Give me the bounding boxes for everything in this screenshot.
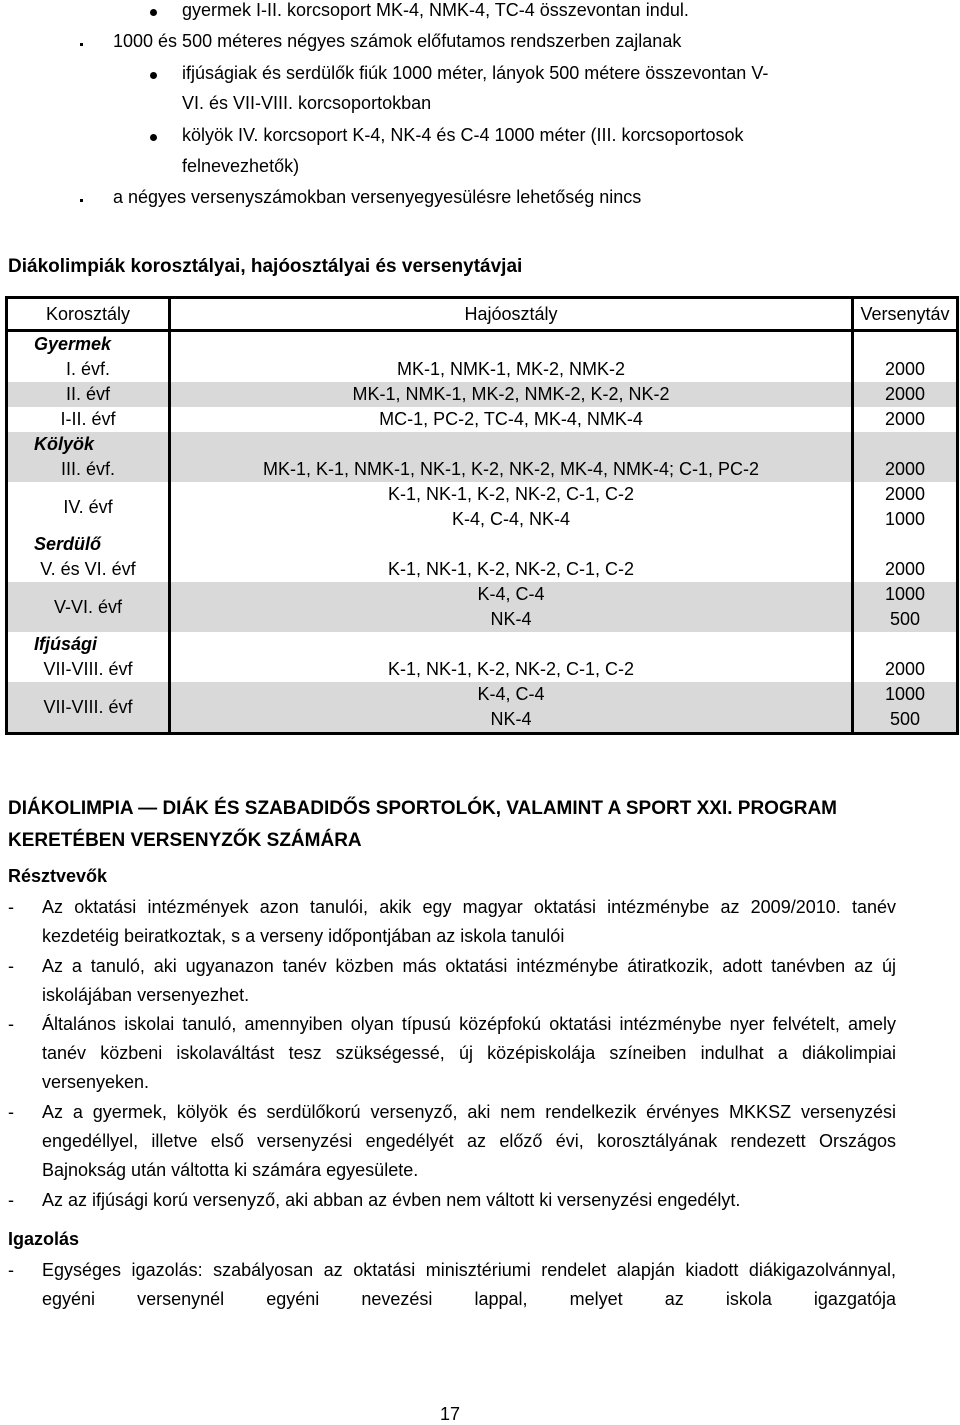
category-row (7, 432, 958, 457)
distance-cell: 2000 (884, 409, 926, 429)
table-row (7, 682, 958, 707)
distance-cell: 2000 (853, 382, 958, 407)
list-item (8, 1256, 896, 1314)
boats-cell: MK-1, K-1, NMK-1, NK-1, K-2, NK-2, MK-4, NMK-4; C-1, PC-2 (170, 457, 853, 482)
header-hajoosztaly: Hajóosztály (170, 298, 853, 331)
age-cell: VII-VIII. évf (43, 659, 133, 679)
list-item-text: Egységes igazolás: szabályosan az oktatási minisztériumi rendelet alapján kiadott diákigazolvánnyal, egyéni versenynél egyéni nevezési lappal, melyet az iskola igazgatója (42, 1260, 896, 1309)
distance-cell: 2000 (884, 659, 926, 679)
boats-cell: MK-1, NMK-1, MK-2, NMK-2 (170, 357, 853, 382)
age-cell: I. évf. (65, 359, 110, 379)
list-item-text: Az a tanuló, aki ugyanazon tanév közben más oktatási intézménybe átiratkozik, adott tanévben az új iskolájában versenyezhet. (42, 956, 896, 1005)
age-cell: V-VI. évf (53, 596, 123, 617)
table-row (7, 407, 958, 432)
distance-cell: 2000 (884, 359, 926, 379)
intro-line: gyermek I-II. korcsoport MK-4, NMK-4, TC-4 összevontan indul. (182, 0, 689, 20)
intro-line: a négyes versenyszámokban versenyegyesülésre lehetőség nincs (113, 187, 642, 207)
section-title: Diákolimpiák korosztályai, hajóosztályai és versenytávjai (8, 256, 523, 277)
list-item-text: Az oktatási intézmények azon tanulói, akik egy magyar oktatási intézménybe az 2009/2010. tanév kezdetéig beiratkoztak, s a verseny időpontjában az iskola tanulói (42, 897, 896, 946)
distance-cell: 1000 (853, 682, 958, 707)
boats-cell: K-4, C-4 (170, 682, 853, 707)
subheading-igazolas: Igazolás (8, 1229, 80, 1249)
category-row (7, 632, 958, 657)
distance-cell: 2000 (884, 484, 926, 504)
table-row (7, 582, 958, 607)
dash-marker: - (8, 1102, 14, 1122)
category-row (7, 532, 958, 557)
boats-cell: NK-4 (170, 607, 853, 632)
distance-cell: 500 (853, 707, 958, 734)
intro-line: VI. és VII-VIII. korcsoportokban (182, 93, 432, 113)
table-row (7, 382, 958, 407)
age-class-table (5, 296, 959, 735)
page-number: 17 (440, 1404, 461, 1424)
intro-line: 1000 és 500 méteres négyes számok előfutamos rendszerben zajlanak (113, 31, 682, 51)
dash-marker: - (8, 1260, 14, 1280)
intro-line: kölyök IV. korcsoport K-4, NK-4 és C-4 1000 méter (III. korcsoportosok (182, 125, 744, 145)
distance-cell: 2000 (884, 559, 926, 579)
age-cell: II. évf (65, 384, 110, 404)
boats-cell: K-1, NK-1, K-2, NK-2, C-1, C-2 (170, 557, 853, 582)
age-cell: IV. évf (63, 496, 113, 517)
bullet-small (80, 43, 83, 46)
section-heading: DIÁKOLIMPIA — DIÁK ÉS SZABADIDŐS SPORTOLÓK, VALAMINT A SPORT XXI. PROGRAM KERETÉBEN VERSENYZŐK SZÁMÁRA (8, 798, 837, 851)
bullet-dot (150, 9, 157, 16)
distance-cell: 2000 (853, 457, 958, 482)
subheading-resztvevok: Résztvevők (8, 866, 108, 886)
category-label: Serdülő (7, 532, 170, 557)
list-item (8, 893, 896, 951)
dash-marker: - (8, 1190, 14, 1210)
boats-cell: K-4, C-4, NK-4 (170, 507, 853, 532)
category-label: Ifjúsági (7, 632, 170, 657)
age-cell: VII-VIII. évf (43, 696, 133, 717)
intro-line: felnevezhetők) (182, 156, 300, 176)
boats-cell: K-4, C-4 (170, 582, 853, 607)
category-label: Kölyök (7, 432, 170, 457)
boats-cell: K-1, NK-1, K-2, NK-2, C-1, C-2 (170, 657, 853, 682)
age-cell: III. évf. (60, 459, 116, 479)
boats-cell: NK-4 (170, 707, 853, 734)
list-item-text: Általános iskolai tanuló, amennyiben olyan típusú középfokú oktatási intézménybe nyer felvételt, amely tanév közbeni iskolaváltást tesz szükségessé, új középiskolája színeiben indulhat a diákolimpiai versenyeken. (42, 1014, 896, 1092)
list-item-text: Az az ifjúsági korú versenyző, aki abban az évben nem váltott ki versenyzési engedélyt. (42, 1190, 741, 1210)
header-korosztaly: Korosztály (7, 298, 170, 331)
distance-cell: 1000 (884, 509, 926, 529)
boats-cell: MC-1, PC-2, TC-4, MK-4, NMK-4 (170, 407, 853, 432)
category-label: Gyermek (7, 331, 170, 358)
list-item (8, 1010, 896, 1097)
table-row (7, 482, 958, 507)
dash-marker: - (8, 1014, 14, 1034)
table-row (7, 357, 958, 382)
distance-cell: 1000 (853, 582, 958, 607)
dash-marker: - (8, 956, 14, 976)
bullet-dot (150, 72, 157, 79)
category-row (7, 331, 958, 358)
list-item (8, 1186, 896, 1215)
table-row (7, 457, 958, 482)
table-header-row (7, 298, 958, 331)
distance-cell: 500 (853, 607, 958, 632)
list-item-text: Az a gyermek, kölyök és serdülőkorú versenyző, aki nem rendelkezik érvényes MKKSZ versenyzési engedéllyel, illetve első versenyzési engedélyét az előző évi, korosztályának rendezett Országos Bajnokság után váltotta ki számára egyesülete. (42, 1102, 896, 1180)
intro-line: ifjúságiak és serdülők fiúk 1000 méter, lányok 500 métere összevontan V- (182, 63, 769, 83)
age-cell: I-II. évf (60, 409, 116, 429)
boats-cell: MK-1, NMK-1, MK-2, NMK-2, K-2, NK-2 (170, 382, 853, 407)
age-cell: V. és VI. évf (40, 559, 136, 579)
boats-cell: K-1, NK-1, K-2, NK-2, C-1, C-2 (170, 482, 853, 507)
bullet-small (80, 199, 83, 202)
list-item (8, 1098, 896, 1185)
list-item (8, 952, 896, 1010)
header-versenytav: Versenytáv (853, 298, 958, 331)
dash-marker: - (8, 897, 14, 917)
bullet-dot (150, 134, 157, 141)
table-row (7, 557, 958, 582)
table-row (7, 657, 958, 682)
